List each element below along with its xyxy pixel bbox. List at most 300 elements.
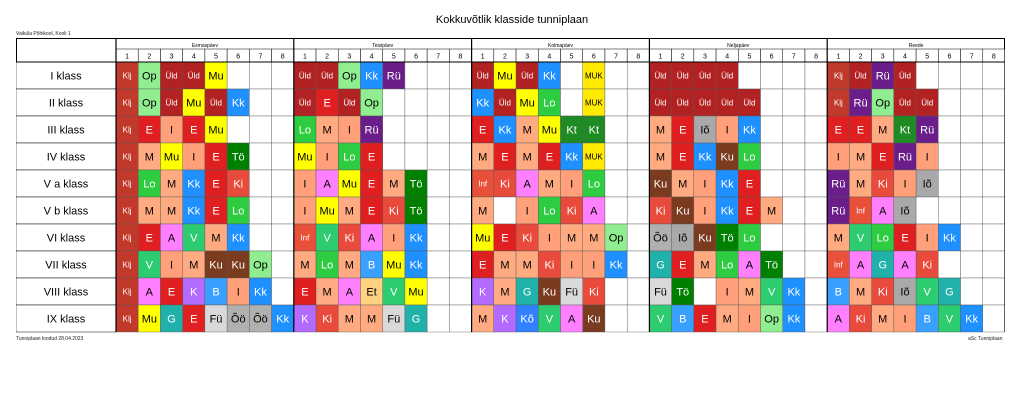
period-number: 6 (414, 53, 418, 61)
empty-cell (805, 278, 827, 305)
empty-cell (627, 278, 649, 305)
lesson-subject: Mu (186, 97, 202, 110)
lesson-subject: M (144, 151, 154, 164)
lesson-subject: I (170, 124, 174, 137)
lesson-subject: Ki (233, 178, 244, 191)
empty-cell (916, 62, 938, 89)
lesson-subject: Ku (698, 232, 712, 245)
lesson-subject: M (722, 313, 732, 326)
empty-cell (761, 89, 783, 116)
class-name: V a klass (43, 178, 89, 191)
lesson-subject: Op (141, 97, 157, 110)
empty-cell (427, 224, 449, 251)
lesson-subject: Kk (698, 151, 712, 164)
lesson-subject: Mu (208, 70, 224, 83)
lesson-subject: Kk (542, 70, 556, 83)
lesson-subject: Üld (298, 98, 311, 108)
lesson-subject: E (323, 97, 331, 110)
lesson-subject: M (500, 259, 510, 272)
lesson-subject: I (525, 205, 529, 218)
lesson-subject: M (678, 178, 688, 191)
lesson-subject: Kk (476, 97, 490, 110)
lesson-subject: Inf (856, 206, 865, 216)
empty-cell (427, 251, 449, 278)
lesson-subject: V (390, 286, 398, 299)
lesson-subject: Ki (322, 313, 333, 326)
lesson-subject: Mu (408, 286, 424, 299)
lesson-subject: Rü (386, 70, 401, 83)
lesson-subject: K (301, 313, 309, 326)
period-number: 8 (458, 53, 463, 61)
period-number: 7 (614, 53, 619, 61)
empty-cell (783, 116, 805, 143)
empty-cell (627, 224, 649, 251)
lesson-subject: E (367, 205, 376, 218)
empty-cell (427, 170, 449, 197)
lesson-subject: V (923, 286, 931, 299)
lesson-subject: M (344, 313, 354, 326)
lesson-subject: Rü (831, 205, 846, 218)
lesson-subject: I (725, 124, 729, 137)
lesson-subject: Ku (587, 313, 601, 326)
lesson-subject: Iõ (900, 286, 910, 299)
lesson-subject: Ki (877, 286, 888, 299)
lesson-subject: Lo (232, 205, 245, 218)
lesson-subject: M (700, 259, 710, 272)
empty-cell (983, 251, 1005, 278)
lesson-subject: Op (875, 97, 891, 110)
empty-cell (605, 170, 627, 197)
lesson-subject: Ku (209, 259, 223, 272)
lesson-subject: Iõ (922, 178, 932, 191)
lesson-subject: Ku (231, 259, 245, 272)
lesson-subject: M (300, 259, 310, 272)
lesson-subject: Üld (721, 71, 734, 81)
lesson-subject: V (856, 232, 865, 245)
empty-cell (449, 305, 471, 332)
lesson-subject: Op (141, 70, 157, 83)
lesson-subject: A (323, 178, 331, 191)
empty-cell (272, 224, 294, 251)
lesson-subject: V (767, 286, 776, 299)
empty-cell (938, 143, 960, 170)
class-name: II klass (48, 97, 84, 110)
lesson-subject: Klj (122, 125, 132, 135)
lesson-subject: I (347, 124, 351, 137)
empty-cell (605, 89, 627, 116)
empty-cell (805, 224, 827, 251)
lesson-subject: V (145, 259, 154, 272)
lesson-subject: E (901, 232, 909, 245)
lesson-subject: Klj (833, 71, 843, 81)
lesson-subject: Kk (720, 205, 734, 218)
lesson-subject: A (167, 232, 176, 245)
empty-cell (983, 170, 1005, 197)
empty-cell (961, 89, 983, 116)
lesson-subject: Kk (565, 151, 579, 164)
empty-cell (938, 89, 960, 116)
empty-cell (272, 251, 294, 278)
empty-cell (983, 224, 1005, 251)
lesson-subject: K (501, 313, 509, 326)
lesson-subject: Fü (654, 286, 667, 299)
empty-cell (427, 278, 449, 305)
empty-cell (783, 224, 805, 251)
empty-cell (449, 197, 471, 224)
lesson-subject: Üld (898, 71, 911, 81)
period-number: 1 (836, 53, 841, 61)
period-number: 3 (525, 53, 530, 61)
lesson-subject: B (367, 259, 376, 272)
lesson-subject: Kõ (520, 313, 534, 326)
lesson-subject: I (925, 232, 929, 245)
empty-cell (983, 89, 1005, 116)
day-header: Esmaspäev (191, 43, 218, 49)
empty-cell (427, 62, 449, 89)
footer-software: aSc Tunniplaan (968, 336, 1003, 342)
empty-cell (961, 278, 983, 305)
empty-cell (249, 89, 271, 116)
period-number: 6 (591, 53, 596, 61)
lesson-subject: Ki (877, 178, 888, 191)
lesson-subject: Lo (321, 259, 334, 272)
empty-cell (805, 89, 827, 116)
lesson-subject: K (479, 286, 487, 299)
lesson-subject: M (833, 232, 843, 245)
lesson-subject: Mu (541, 124, 558, 137)
period-number: 2 (680, 53, 685, 61)
lesson-subject: Lo (587, 178, 600, 191)
lesson-subject: K (190, 286, 198, 299)
lesson-subject: G (167, 313, 176, 326)
empty-cell (627, 143, 649, 170)
lesson-subject: A (590, 205, 598, 218)
lesson-subject: Kk (965, 313, 979, 326)
period-number: 4 (369, 53, 374, 61)
lesson-subject: Kk (787, 286, 801, 299)
lesson-subject: Lo (543, 97, 556, 110)
empty-cell (783, 143, 805, 170)
lesson-subject: Inf (833, 260, 843, 270)
lesson-subject: Üld (187, 71, 200, 81)
lesson-subject: MUK (584, 98, 603, 108)
lesson-subject: Üld (476, 71, 489, 81)
period-number: 3 (347, 53, 352, 61)
empty-cell (249, 170, 271, 197)
lesson-subject: Üld (921, 98, 934, 108)
lesson-subject: V (945, 313, 954, 326)
lesson-subject: M (855, 286, 866, 299)
lesson-subject: Kk (409, 259, 423, 272)
lesson-subject: Kk (254, 286, 267, 299)
lesson-subject: E (501, 232, 509, 245)
lesson-subject: M (322, 286, 332, 299)
empty-cell (249, 62, 271, 89)
lesson-subject: I (903, 178, 907, 191)
empty-cell (272, 62, 294, 89)
lesson-subject: Klj (122, 71, 132, 81)
empty-cell (627, 116, 649, 143)
lesson-subject: Mu (386, 259, 402, 272)
lesson-subject: Mu (163, 151, 180, 164)
empty-cell (761, 116, 783, 143)
lesson-subject: Klj (122, 206, 132, 216)
period-number: 4 (725, 53, 730, 61)
lesson-subject: M (744, 286, 754, 299)
period-number: 8 (280, 53, 285, 61)
empty-cell (738, 62, 760, 89)
lesson-subject: Iõ (900, 205, 910, 218)
lesson-subject: M (478, 313, 488, 326)
lesson-subject: Õö (230, 313, 246, 326)
period-number: 8 (814, 53, 819, 61)
lesson-subject: Ki (566, 205, 577, 218)
empty-cell (961, 170, 983, 197)
lesson-subject: Ki (500, 178, 510, 191)
day-header: Reede (908, 43, 924, 49)
lesson-subject: M (344, 205, 354, 218)
empty-cell (938, 251, 960, 278)
lesson-subject: M (322, 124, 332, 137)
lesson-subject: Õö (253, 313, 268, 326)
empty-cell (405, 143, 427, 170)
lesson-subject: A (901, 259, 909, 272)
empty-cell (427, 305, 449, 332)
lesson-subject: Iõ (678, 232, 688, 245)
class-name: VI klass (46, 232, 86, 245)
lesson-subject: Mu (475, 232, 491, 245)
empty-cell (249, 224, 271, 251)
lesson-subject: M (855, 151, 866, 164)
lesson-subject: Üld (521, 71, 534, 81)
empty-cell (405, 89, 427, 116)
empty-cell (449, 278, 471, 305)
empty-cell (916, 197, 938, 224)
lesson-subject: Ki (388, 205, 399, 218)
empty-cell (983, 143, 1005, 170)
lesson-subject: Mu (497, 70, 513, 83)
lesson-subject: M (500, 286, 510, 299)
day-header: Teisipäev (372, 43, 394, 49)
empty-cell (961, 197, 983, 224)
lesson-subject: Et (366, 286, 377, 299)
lesson-subject: M (478, 205, 488, 218)
lesson-subject: Op (764, 313, 779, 326)
period-number: 3 (703, 53, 707, 61)
lesson-subject: Lo (743, 232, 756, 245)
lesson-subject: E (545, 151, 554, 164)
empty-cell (983, 62, 1005, 89)
lesson-subject: I (725, 286, 729, 299)
period-number: 1 (302, 53, 307, 61)
lesson-subject: G (945, 286, 954, 299)
lesson-subject: MUK (584, 152, 603, 162)
lesson-subject: I (170, 259, 174, 272)
empty-cell (961, 116, 983, 143)
period-number: 8 (991, 53, 996, 61)
empty-cell (805, 143, 827, 170)
class-name: V b klass (43, 205, 89, 218)
lesson-subject: Mu (208, 124, 224, 137)
lesson-subject: Kk (742, 124, 756, 137)
lesson-subject: M (367, 313, 377, 326)
empty-cell (783, 89, 805, 116)
lesson-subject: E (367, 151, 376, 164)
lesson-subject: V (323, 232, 331, 245)
lesson-subject: Üld (721, 98, 734, 108)
empty-cell (805, 62, 827, 89)
lesson-subject: M (166, 178, 177, 191)
lesson-subject: Üld (698, 71, 711, 81)
empty-cell (805, 116, 827, 143)
lesson-subject: Üld (654, 71, 667, 81)
lesson-subject: Kk (187, 178, 201, 191)
class-name: VIII klass (43, 286, 89, 299)
school-name: Vaiküla Põhikool, Kooli 1 (16, 31, 71, 37)
empty-cell (405, 116, 427, 143)
empty-cell (961, 251, 983, 278)
empty-cell (783, 62, 805, 89)
lesson-subject: Ki (588, 286, 599, 299)
period-number: 4 (903, 53, 907, 61)
lesson-subject: M (855, 178, 866, 191)
empty-cell (405, 62, 427, 89)
lesson-subject: I (903, 313, 907, 326)
lesson-subject: Lo (721, 259, 734, 272)
empty-cell (761, 62, 783, 89)
lesson-subject: Üld (321, 71, 334, 81)
lesson-subject: Ku (676, 205, 690, 218)
empty-cell (938, 197, 960, 224)
empty-cell (627, 89, 649, 116)
lesson-subject: Üld (165, 98, 178, 108)
empty-cell (805, 305, 827, 332)
lesson-subject: Mu (319, 205, 335, 218)
empty-cell (783, 170, 805, 197)
lesson-subject: M (144, 205, 154, 218)
lesson-subject: I (303, 205, 307, 218)
lesson-subject: Kk (787, 313, 801, 326)
day-header: Kolmapäev (547, 43, 574, 49)
lesson-subject: Rü (875, 70, 890, 83)
empty-cell (983, 116, 1005, 143)
lesson-subject: Üld (498, 98, 511, 108)
lesson-subject: E (834, 124, 842, 137)
lesson-subject: Tö (409, 205, 423, 218)
lesson-subject: E (679, 259, 687, 272)
lesson-subject: Kk (365, 70, 379, 83)
period-number: 5 (214, 53, 218, 61)
lesson-subject: M (767, 205, 777, 218)
lesson-subject: Rü (920, 124, 935, 137)
lesson-subject: G (878, 259, 888, 272)
lesson-subject: E (212, 178, 220, 191)
lesson-subject: Mu (519, 97, 535, 110)
lesson-subject: Ku (542, 286, 557, 299)
period-number: 8 (636, 53, 641, 61)
lesson-subject: V (190, 232, 198, 245)
lesson-subject: I (325, 151, 329, 164)
empty-cell (761, 143, 783, 170)
class-name: IX klass (46, 313, 86, 326)
period-number: 6 (236, 53, 241, 61)
lesson-subject: E (145, 124, 154, 137)
empty-cell (272, 197, 294, 224)
lesson-subject: Lo (143, 178, 156, 191)
period-number: 2 (502, 53, 507, 61)
lesson-subject: Tö (720, 232, 734, 245)
lesson-subject: Tö (409, 178, 423, 191)
lesson-subject: A (345, 286, 354, 299)
lesson-subject: B (212, 286, 220, 299)
empty-cell (938, 170, 960, 197)
lesson-subject: Üld (210, 98, 223, 108)
period-number: 5 (391, 53, 396, 61)
lesson-subject: Kt (566, 124, 577, 137)
lesson-subject: V (656, 313, 665, 326)
lesson-subject: I (236, 286, 240, 299)
empty-cell (783, 251, 805, 278)
empty-cell (427, 116, 449, 143)
empty-cell (449, 224, 471, 251)
empty-cell (449, 89, 471, 116)
empty-cell (449, 143, 471, 170)
lesson-subject: I (592, 259, 596, 272)
period-number: 7 (969, 53, 974, 61)
lesson-subject: Kk (943, 232, 956, 245)
empty-cell (983, 197, 1005, 224)
empty-cell (272, 278, 294, 305)
lesson-subject: M (655, 124, 666, 137)
lesson-subject: Op (342, 70, 357, 83)
lesson-subject: Kk (720, 178, 734, 191)
empty-cell (227, 62, 249, 89)
lesson-subject: Rü (364, 124, 379, 137)
lesson-subject: Op (608, 232, 624, 245)
lesson-subject: I (703, 205, 707, 218)
class-name: IV klass (46, 151, 86, 164)
lesson-subject: Mu (141, 313, 157, 326)
lesson-subject: M (478, 151, 488, 164)
empty-cell (449, 251, 471, 278)
page-title: Kokkuvõtlik klasside tunniplaan (435, 14, 589, 26)
lesson-subject: Lo (298, 124, 312, 137)
period-number: 5 (569, 53, 574, 61)
empty-cell (805, 251, 827, 278)
lesson-subject: I (547, 232, 551, 245)
empty-cell (561, 89, 583, 116)
empty-cell (383, 89, 405, 116)
lesson-subject: Klj (122, 287, 132, 297)
empty-cell (561, 62, 583, 89)
lesson-subject: A (745, 259, 754, 272)
lesson-subject: MUK (584, 71, 603, 81)
lesson-subject: E (479, 259, 487, 272)
empty-cell (249, 116, 271, 143)
empty-cell (494, 197, 516, 224)
empty-cell (605, 197, 627, 224)
period-number: 1 (658, 53, 663, 61)
lesson-subject: Üld (343, 98, 356, 108)
lesson-subject: A (367, 232, 376, 245)
lesson-subject: I (392, 232, 396, 245)
period-number: 2 (858, 53, 863, 61)
period-number: 5 (925, 53, 930, 61)
lesson-subject: Rü (853, 97, 868, 110)
lesson-subject: B (834, 286, 842, 299)
lesson-subject: E (367, 178, 376, 191)
lesson-subject: Rü (831, 178, 846, 191)
